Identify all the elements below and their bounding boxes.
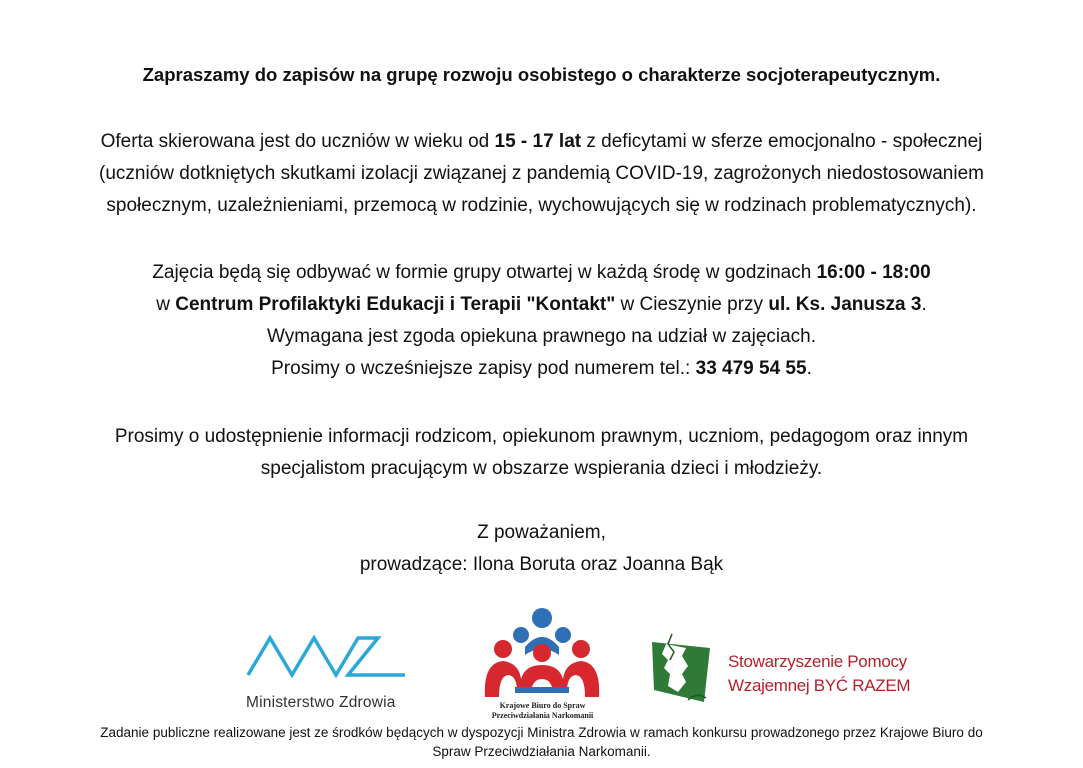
byc-razem-line-2: Wzajemnej BYĆ RAZEM: [728, 676, 911, 695]
footer-line-2: Spraw Przeciwdziałania Narkomanii.: [432, 744, 651, 759]
byc-razem-name: [728, 650, 910, 698]
offer-text-1: Oferta skierowana jest do uczniów w wieku od: [100, 131, 495, 152]
schedule-line-1: [20, 257, 1063, 289]
ministry-logo-mark: [240, 630, 415, 690]
age-range: 15 - 17 lat: [494, 131, 582, 152]
center-address: ul. Ks. Janusza 3: [768, 294, 922, 315]
ministry-of-health-logo: [240, 630, 415, 715]
offer-paragraph: [20, 126, 1063, 222]
schedule-line-2: [20, 289, 1063, 321]
signature-block: [20, 517, 1063, 581]
krajowe-biuro-logo: [475, 605, 610, 725]
funding-footer: [20, 723, 1063, 761]
phone-line: [20, 353, 1063, 385]
krajowe-biuro-name: [475, 701, 610, 721]
consent-line: Wymagana jest zgoda opiekuna prawnego na udział w zajęciach.: [266, 326, 817, 347]
schedule-dot: .: [921, 294, 927, 315]
phone-dot: .: [806, 358, 812, 379]
krajowe-biuro-line-1: Krajowe Biuro do Spraw: [499, 701, 586, 710]
meeting-hours: 16:00 - 18:00: [816, 262, 931, 283]
leaders: prowadzące: Ilona Boruta oraz Joanna Bąk: [359, 554, 724, 575]
offer-text-2: z deficytami w sferze emocjonalno - społecznej: [581, 131, 983, 152]
byc-razem-logo-mark: [648, 630, 728, 710]
greeting: Z poważaniem,: [477, 522, 606, 543]
share-line-2: specjalistom pracującym w obszarze wspierania dzieci i młodzieży.: [260, 458, 823, 479]
share-line-1: Prosimy o udostępnienie informacji rodzicom, opiekunom prawnym, uczniom, pedagogom oraz innym: [114, 426, 969, 447]
phone-number: 33 479 54 55: [695, 358, 807, 379]
byc-razem-line-1: Stowarzyszenie Pomocy: [728, 652, 907, 671]
page-title: Zapraszamy do zapisów na grupę rozwoju osobistego o charakterze socjoterapeutycznym.: [142, 64, 941, 85]
krajowe-biuro-line-2: Przeciwdziałania Narkomanii: [491, 711, 594, 720]
center-name: Centrum Profilaktyki Edukacji i Terapii "Kontakt": [175, 294, 616, 315]
footer-line-1: Zadanie publiczne realizowane jest ze środków będących w dyspozycji Ministra Zdrowia w ramach konkursu prowadzonego przez Krajowe Biuro do: [100, 725, 983, 740]
phone-text: Prosimy o wcześniejsze zapisy pod numerem tel.:: [271, 358, 696, 379]
schedule-paragraph: [20, 257, 1063, 385]
schedule-w: w: [156, 294, 176, 315]
schedule-text: Zajęcia będą się odbywać w formie grupy otwartej w każdą środę w godzinach: [152, 262, 817, 283]
offer-line-3: społecznym, uzależnieniami, przemocą w rodzinie, wychowujących się w rodzinach problematycznych).: [106, 195, 977, 216]
schedule-city: w Cieszynie przy: [615, 294, 769, 315]
share-paragraph: [20, 421, 1063, 485]
offer-line-1: [20, 126, 1063, 158]
krajowe-biuro-logo-mark: [475, 605, 610, 701]
ministry-name: Ministerstwo Zdrowia: [246, 694, 396, 711]
offer-line-2: (uczniów dotkniętych skutkami izolacji związanej z pandemią COVID-19, zagrożonych niedostosowaniem: [99, 163, 984, 184]
byc-razem-logo: [648, 630, 911, 710]
sponsor-logos: [0, 600, 1083, 725]
